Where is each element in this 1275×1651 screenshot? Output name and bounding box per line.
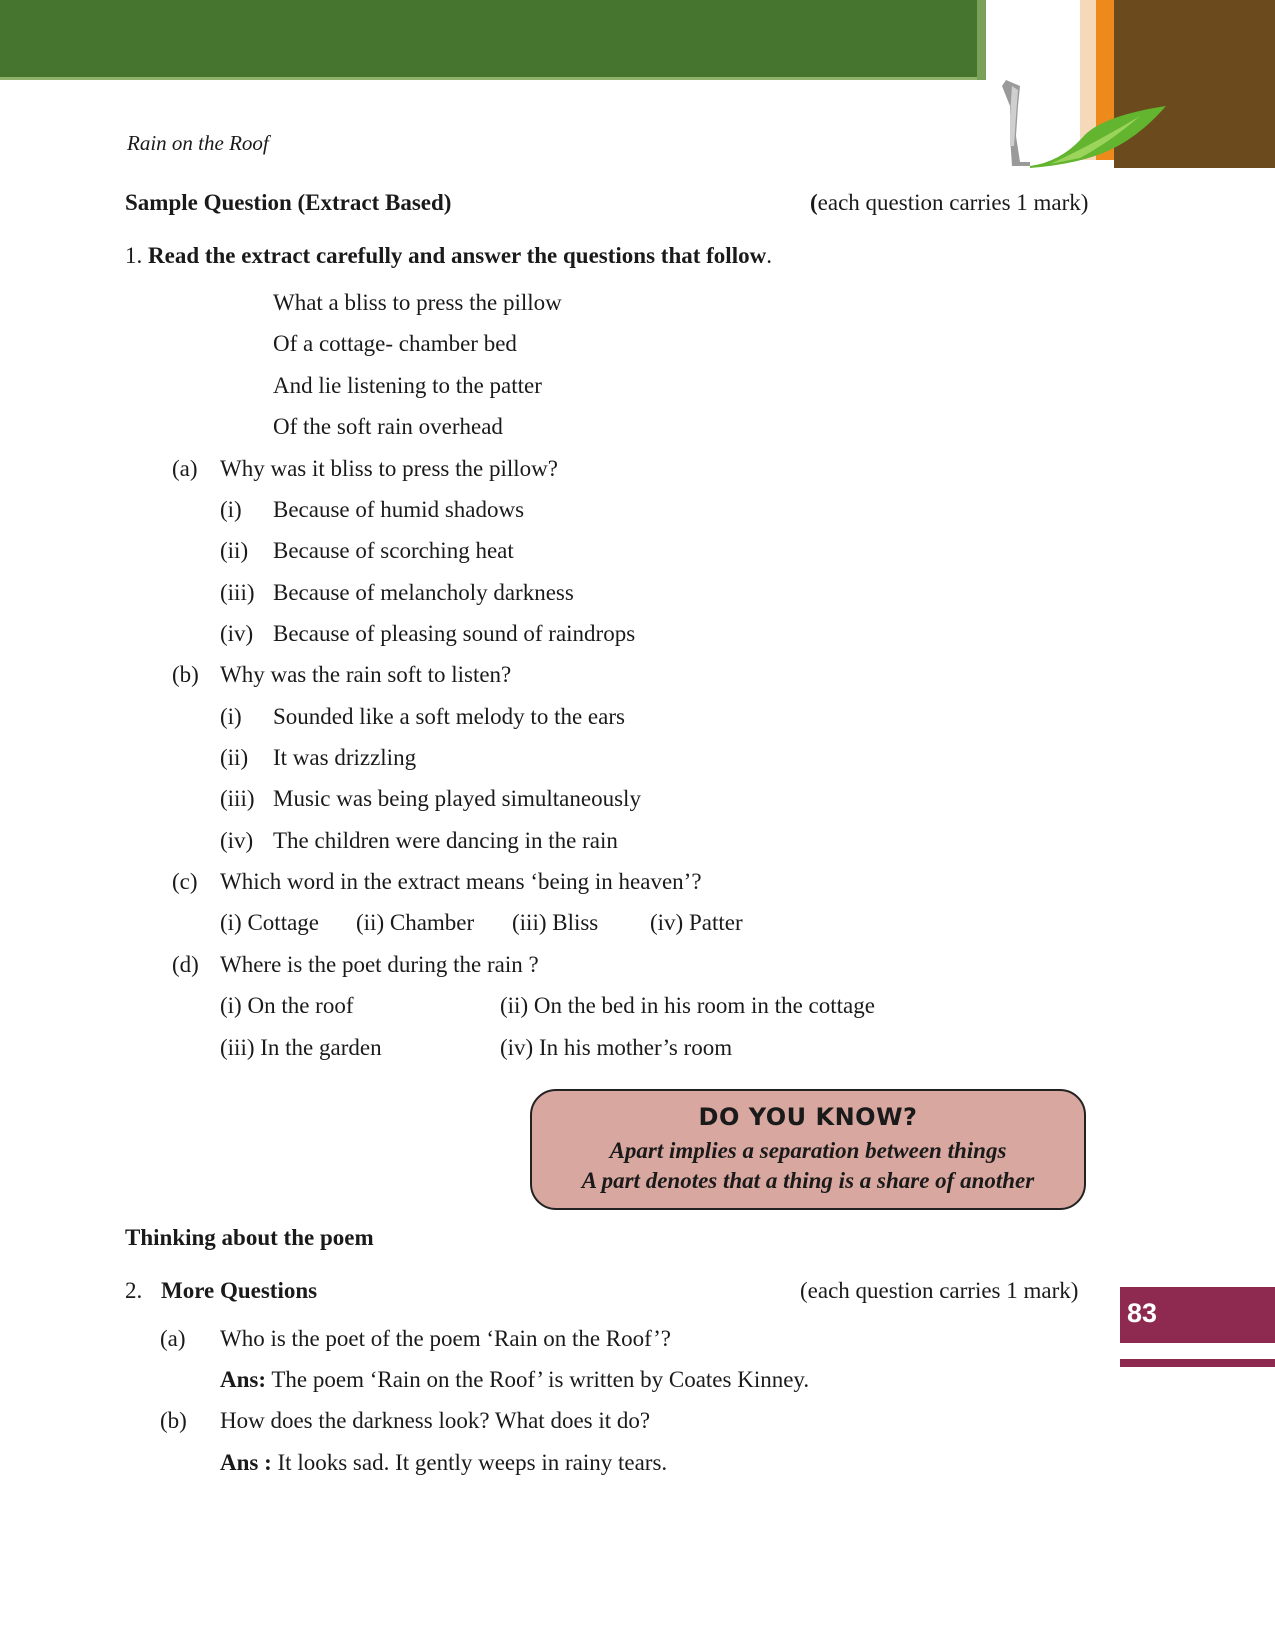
option-label: (iv) bbox=[220, 828, 254, 853]
callout-line: Apart implies a separation between things bbox=[609, 1138, 1007, 1163]
marks-note-text: each question carries 1 mark) bbox=[817, 190, 1089, 215]
answer bbox=[220, 1367, 809, 1393]
question-label: (b) bbox=[172, 662, 199, 687]
header-band-edge bbox=[977, 0, 986, 80]
option-inline: (iii) In the garden bbox=[220, 1035, 382, 1060]
header-band-rule bbox=[0, 77, 986, 80]
question-label: (c) bbox=[172, 869, 198, 894]
option-text: Sounded like a soft melody to the ears bbox=[273, 704, 625, 729]
option-inline: (iv) Patter bbox=[650, 910, 743, 935]
question-text: Where is the poet during the rain ? bbox=[220, 952, 539, 977]
question-title: More Questions bbox=[161, 1278, 318, 1303]
question-label: (b) bbox=[160, 1408, 187, 1433]
page-tab-rule bbox=[1120, 1359, 1275, 1367]
answer-text: It looks sad. It gently weeps in rainy tears. bbox=[271, 1450, 668, 1475]
do-you-know-callout bbox=[530, 1089, 1086, 1210]
option-inline: (ii) On the bed in his room in the cottage bbox=[500, 993, 875, 1018]
option-label: (i) bbox=[220, 704, 242, 729]
question-number: 1. bbox=[125, 243, 143, 268]
section-heading: Sample Question (Extract Based) bbox=[125, 190, 452, 215]
option-label: (iii) bbox=[220, 786, 255, 811]
option-label: (ii) bbox=[220, 538, 249, 563]
callout-title: DO YOU KNOW? bbox=[698, 1103, 918, 1131]
option-inline: (i) Cottage bbox=[220, 910, 319, 935]
question-text: Why was the rain soft to listen? bbox=[220, 662, 512, 687]
extract-line: What a bliss to press the pillow bbox=[273, 290, 562, 315]
instruction-period: . bbox=[766, 243, 772, 268]
answer-label: Ans : bbox=[220, 1450, 272, 1475]
question-label: (d) bbox=[172, 952, 199, 977]
answer-text: The poem ‘Rain on the Roof’ is written by Coates Kinney. bbox=[266, 1367, 810, 1392]
question-text: How does the darkness look? What does it do? bbox=[220, 1408, 651, 1433]
question-number: 2. bbox=[125, 1278, 143, 1303]
option-text: Because of melancholy darkness bbox=[273, 580, 574, 605]
page-number: 83 bbox=[1127, 1298, 1158, 1328]
question-label: (a) bbox=[172, 456, 198, 481]
answer bbox=[220, 1450, 667, 1476]
option-label: (iv) bbox=[220, 621, 254, 646]
question-label: (a) bbox=[160, 1326, 186, 1351]
option-label: (ii) bbox=[220, 745, 249, 770]
answer-label: Ans: bbox=[220, 1367, 267, 1392]
marks-note bbox=[810, 190, 1088, 216]
leaf-plant-icon bbox=[990, 76, 1170, 176]
option-text: Because of pleasing sound of raindrops bbox=[273, 621, 636, 646]
option-inline: (i) On the roof bbox=[220, 993, 354, 1018]
option-label: (i) bbox=[220, 497, 242, 522]
header-band bbox=[0, 0, 986, 77]
instruction-text: Read the extract carefully and answer the questions that follow bbox=[148, 243, 767, 268]
marks-note: (each question carries 1 mark) bbox=[800, 1278, 1079, 1303]
option-text: The children were dancing in the rain bbox=[273, 828, 618, 853]
question-text: Who is the poet of the poem ‘Rain on the Roof’? bbox=[220, 1326, 671, 1351]
extract-line: Of a cottage- chamber bed bbox=[273, 331, 517, 356]
question-text: Why was it bliss to press the pillow? bbox=[220, 456, 558, 481]
option-inline: (iii) Bliss bbox=[512, 910, 599, 935]
option-label: (iii) bbox=[220, 580, 255, 605]
extract-line: Of the soft rain overhead bbox=[273, 414, 503, 439]
option-text: Music was being played simultaneously bbox=[273, 786, 641, 811]
option-text: Because of humid shadows bbox=[273, 497, 525, 522]
option-text: It was drizzling bbox=[273, 745, 417, 770]
question-text: Which word in the extract means ‘being in heaven’? bbox=[220, 869, 702, 894]
callout-line: A part denotes that a thing is a share of another bbox=[581, 1168, 1035, 1193]
marks-paren: ( bbox=[810, 190, 818, 215]
question-1-instruction bbox=[125, 243, 772, 269]
option-text: Because of scorching heat bbox=[273, 538, 514, 563]
section-heading: Thinking about the poem bbox=[125, 1225, 374, 1250]
option-inline: (iv) In his mother’s room bbox=[500, 1035, 733, 1060]
option-inline: (ii) Chamber bbox=[356, 910, 475, 935]
running-title: Rain on the Roof bbox=[127, 131, 269, 155]
extract-line: And lie listening to the patter bbox=[273, 373, 542, 398]
